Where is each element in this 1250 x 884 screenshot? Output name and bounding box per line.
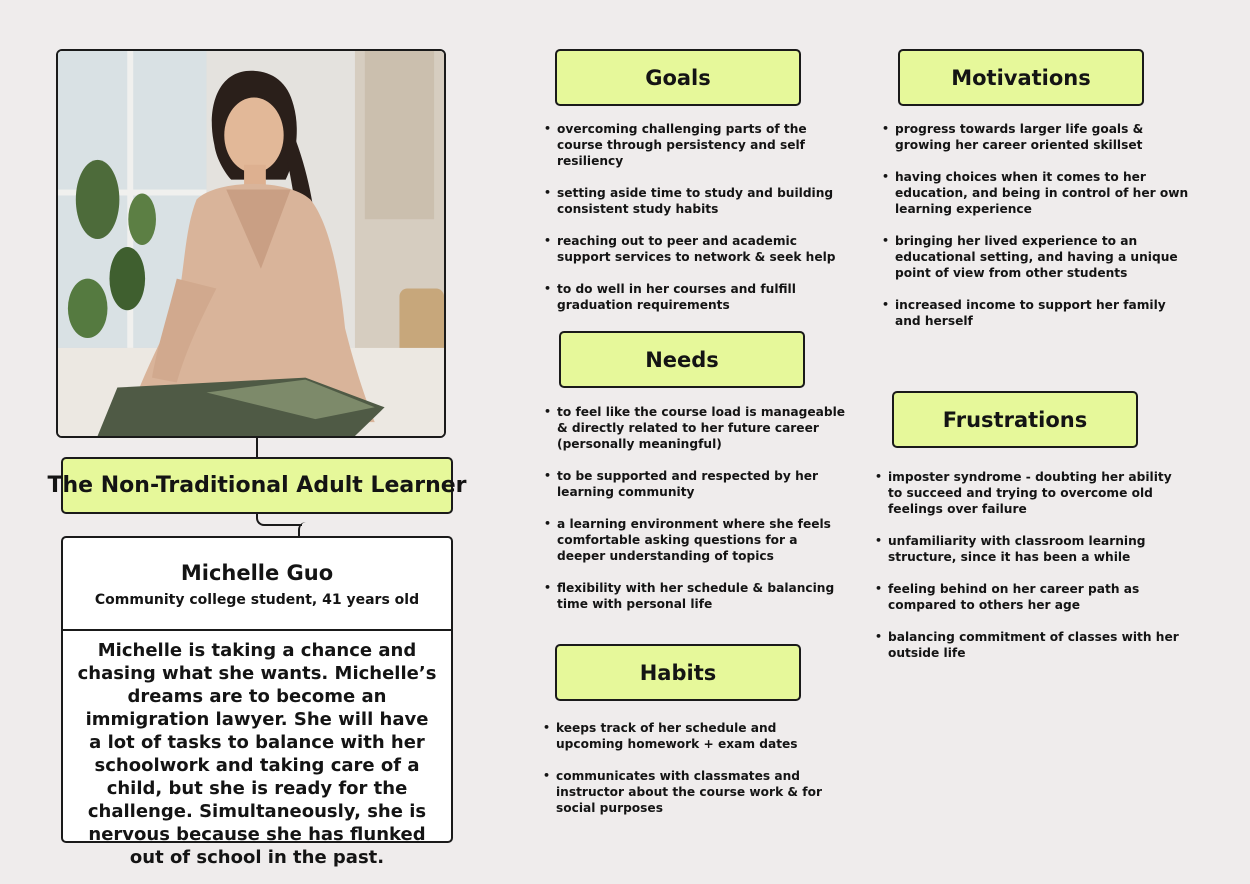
list-item: • setting aside time to study and building consistent study habits (557, 185, 842, 217)
list-item: • imposter syndrome - doubting her ability to succeed and trying to overcome old feelings over failure (888, 469, 1188, 517)
list-item: • balancing commitment of classes with her outside life (888, 629, 1188, 661)
connector-title-profile-drop (298, 522, 310, 536)
goals-header: Goals (555, 49, 801, 106)
motivations-list (881, 121, 1195, 345)
connector-photo-title (256, 438, 258, 457)
list-item: • to feel like the course load is manageable & directly related to her future career (personally meaningful) (557, 404, 849, 452)
persona-name: Michelle Guo (180, 561, 334, 585)
frustrations-list (874, 469, 1188, 677)
persona-bio: Michelle is taking a chance and chasing what she wants. Michelle’s dreams are to become an immigration lawyer. She will have a lot of tasks to balance with her schoolwork and taking care of a child, but she is ready for the challenge. Simultaneously, she is nervous because she has flunked out of school in the past. (77, 640, 437, 868)
needs-header: Needs (559, 331, 805, 388)
needs-list (543, 404, 849, 628)
list-item: • increased income to support her family and herself (895, 297, 1195, 329)
list-item: • reaching out to peer and academic support services to network & seek help (557, 233, 842, 265)
connector-title-profile (256, 514, 302, 526)
goals-list (543, 121, 842, 329)
list-item: • bringing her lived experience to an educational setting, and having a unique point of view from other students (895, 233, 1195, 281)
list-item: • a learning environment where she feels comfortable asking questions for a deeper understanding of topics (557, 516, 849, 564)
habits-list (542, 720, 846, 832)
list-item: • keeps track of her schedule and upcoming homework + exam dates (556, 720, 846, 752)
profile-card (61, 536, 453, 868)
persona-photo (56, 49, 446, 438)
list-item: • communicates with classmates and instructor about the course work & for social purposes (556, 768, 846, 816)
list-item: • progress towards larger life goals & growing her career oriented skillset (895, 121, 1195, 153)
list-item: • to be supported and respected by her learning community (557, 468, 849, 500)
frustrations-header: Frustrations (892, 391, 1138, 448)
profile-header (63, 538, 451, 631)
list-item: • feeling behind on her career path as compared to others her age (888, 581, 1188, 613)
persona-role: Community college student, 41 years old (94, 592, 420, 608)
list-item: • unfamiliarity with classroom learning structure, since it has been a while (888, 533, 1188, 565)
persona-title: The Non-Traditional Adult Learner (61, 457, 453, 514)
list-item: • flexibility with her schedule & balancing time with personal life (557, 580, 849, 612)
persona-photo-illustration (58, 51, 444, 436)
list-item: • having choices when it comes to her education, and being in control of her own learning experience (895, 169, 1195, 217)
habits-header: Habits (555, 644, 801, 701)
list-item: • overcoming challenging parts of the course through persistency and self resiliency (557, 121, 842, 169)
list-item: • to do well in her courses and fulfill graduation requirements (557, 281, 842, 313)
motivations-header: Motivations (898, 49, 1144, 106)
